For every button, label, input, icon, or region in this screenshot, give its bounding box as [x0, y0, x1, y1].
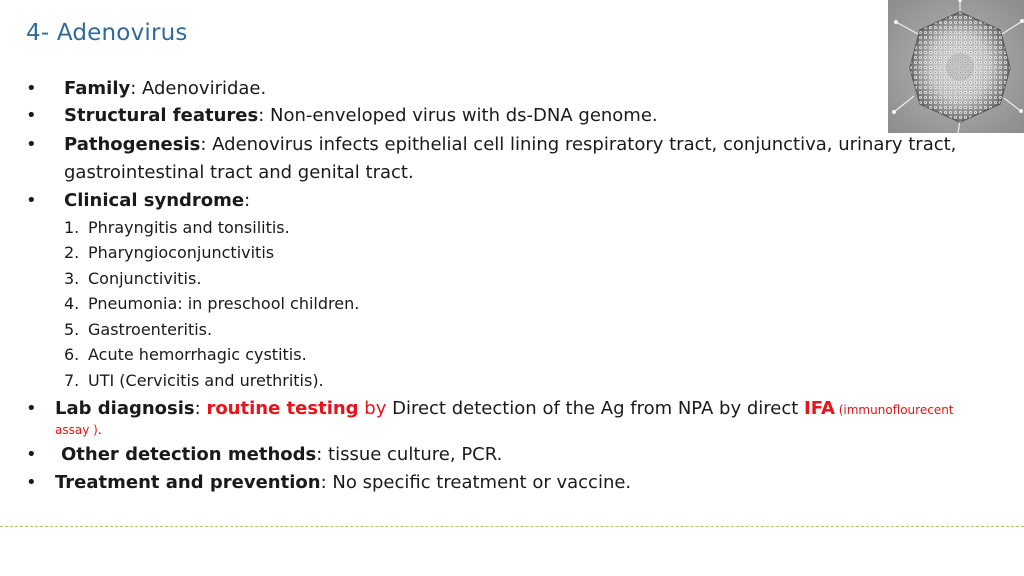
clinical-label: Clinical syndrome — [64, 190, 245, 211]
syndrome-text: Acute hemorrhagic cystitis. — [88, 345, 307, 364]
bullet-pathogenesis — [26, 133, 956, 157]
clinical-text: : — [244, 190, 251, 211]
syndrome-item — [64, 242, 274, 264]
syndrome-item — [64, 319, 212, 341]
lab-ifa: IFA — [804, 398, 835, 419]
bullet-dot: • — [26, 398, 37, 419]
slide-title: 4- Adenovirus — [26, 20, 188, 46]
bullet-dot: • — [26, 190, 37, 211]
syndrome-number: 1. — [64, 218, 80, 237]
lab-period: . — [97, 423, 102, 437]
bullet-lab-diagnosis — [26, 397, 954, 422]
footer-divider — [0, 526, 1024, 527]
syndrome-text: Pharyngioconjunctivitis — [88, 243, 275, 262]
pathogenesis-continuation — [64, 161, 414, 185]
other-label: Other detection methods — [61, 444, 317, 465]
bullet-treatment-prevention — [26, 471, 631, 495]
pathogenesis-text: : Adenovirus infects epithelial cell lining respiratory tract, conjunctiva, urinary tract, — [200, 134, 957, 155]
structural-label: Structural features — [64, 105, 259, 126]
lab-paren-close: ) — [93, 423, 98, 437]
bullet-dot: • — [26, 472, 37, 493]
bullet-dot: • — [26, 105, 37, 126]
adenovirus-micrograph-svg — [888, 0, 1024, 133]
syndrome-item — [64, 217, 290, 239]
lab-assay: assay — [55, 423, 94, 437]
lab-text: Direct detection of the Ag from NPA by direct — [392, 398, 805, 419]
bullet-clinical-syndrome — [26, 189, 250, 213]
syndrome-number: 2. — [64, 243, 80, 262]
bullet-dot: • — [26, 78, 37, 99]
family-label: Family — [64, 78, 131, 99]
lab-routine-testing: routine testing — [206, 398, 359, 419]
lab-colon: : — [194, 398, 207, 419]
syndrome-number: 7. — [64, 371, 80, 390]
lab-diagnosis-continuation — [55, 420, 102, 439]
lab-label: Lab diagnosis — [55, 398, 195, 419]
lab-by: by — [358, 398, 393, 419]
family-text: : Adenoviridae. — [130, 78, 267, 99]
treatment-label: Treatment and prevention — [55, 472, 321, 493]
structural-text: : Non-enveloped virus with ds-DNA genome. — [258, 105, 658, 126]
bullet-dot: • — [26, 444, 37, 465]
syndrome-text: Phrayngitis and tonsilitis. — [88, 218, 290, 237]
syndrome-item — [64, 370, 324, 392]
treatment-text: : No specific treatment or vaccine. — [320, 472, 632, 493]
syndrome-item — [64, 268, 201, 290]
pathogenesis-text-line2: gastrointestinal tract and genital tract. — [64, 162, 414, 183]
lab-paren-open: ( — [834, 403, 844, 417]
syndrome-item — [64, 344, 307, 366]
syndrome-text: UTI (Cervicitis and urethritis). — [88, 371, 324, 390]
syndrome-text: Conjunctivitis. — [88, 269, 202, 288]
bullet-other-detection-methods — [26, 443, 502, 467]
syndrome-text: Pneumonia: in preschool children. — [88, 294, 360, 313]
syndrome-number: 4. — [64, 294, 80, 313]
syndrome-text: Gastroenteritis. — [88, 320, 213, 339]
other-text: : tissue culture, PCR. — [316, 444, 503, 465]
syndrome-number: 3. — [64, 269, 80, 288]
lab-immunofluorescent: immunoflourecent — [843, 403, 954, 417]
pathogenesis-label: Pathogenesis — [64, 134, 201, 155]
syndrome-number: 5. — [64, 320, 80, 339]
syndrome-number: 6. — [64, 345, 80, 364]
bullet-dot: • — [26, 134, 37, 155]
bullet-structural-features — [26, 104, 658, 128]
bullet-family — [26, 77, 266, 101]
syndrome-item — [64, 293, 359, 315]
adenovirus-micrograph-image — [888, 0, 1024, 133]
